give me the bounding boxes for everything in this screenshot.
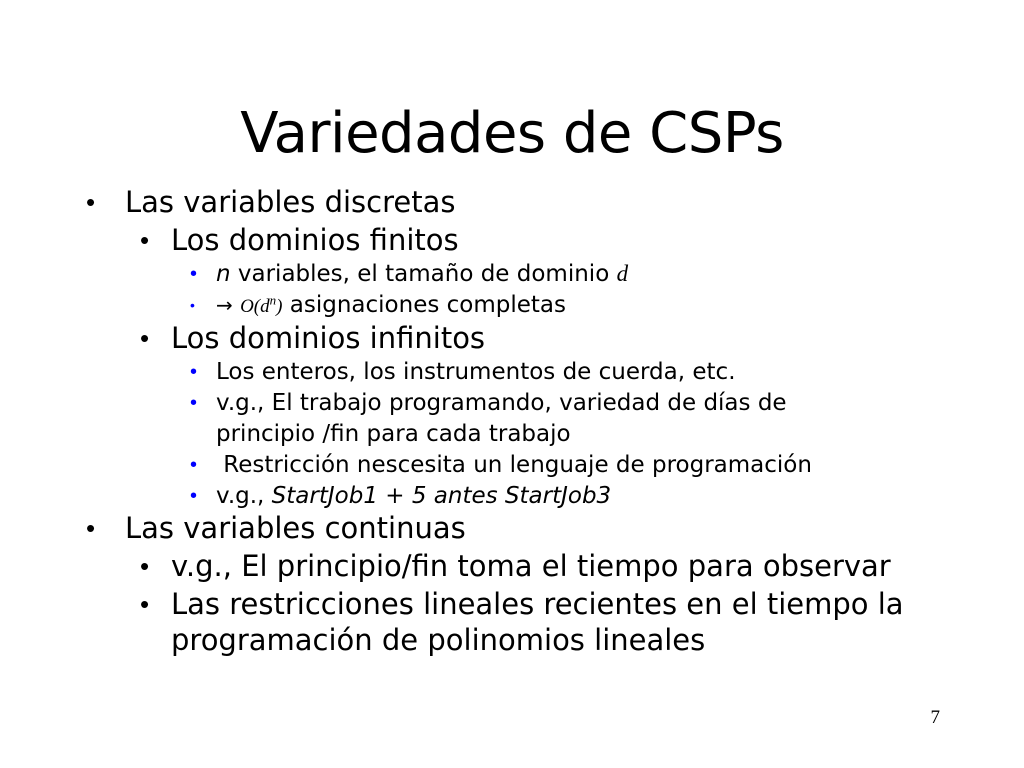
bullet-item-complete-assignments (190, 290, 566, 322)
bullet-icon: • (190, 392, 198, 414)
bullet-item-observe (140, 548, 891, 584)
bullet-item-finite (140, 222, 459, 258)
variable-d: d (616, 261, 629, 286)
bullet-item-linear (140, 586, 904, 622)
item-text: Los enteros, los instrumentos de cuerda, etc. (216, 359, 736, 385)
arrow-right-icon: → (216, 293, 233, 317)
bullet-item-linear-cont (171, 622, 705, 658)
item-text: Las variables continuas (125, 511, 466, 545)
item-text: Las restricciones lineales recientes en el tiempo la (171, 587, 904, 621)
bullet-item-scheduling-cont (216, 419, 571, 449)
bullet-item-domain-size (190, 259, 628, 289)
bullet-icon: • (140, 551, 150, 581)
bullet-icon: • (190, 361, 198, 383)
item-text: principio /fin para cada trabajo (216, 421, 571, 447)
bullet-icon: • (140, 589, 150, 619)
bullet-item-infinite (140, 320, 485, 356)
page-number: 7 (930, 707, 940, 728)
exponent-n: n (269, 292, 277, 308)
item-text: Las variables discretas (125, 185, 456, 219)
item-text: variables, el tamaño de dominio (230, 261, 617, 287)
item-text: Los dominios finitos (171, 223, 459, 257)
bullet-item-scheduling (190, 388, 787, 418)
example-expression: StartJob1 + 5 antes StartJob3 (271, 483, 612, 509)
item-text: Los dominios infinitos (171, 321, 486, 355)
bullet-icon: • (86, 187, 96, 217)
bullet-icon: • (140, 225, 150, 255)
big-o-text: O(d (240, 296, 270, 317)
example-prefix: v.g., (216, 483, 272, 509)
bullet-item-discrete (86, 184, 455, 220)
variable-n: n (216, 261, 231, 287)
item-text: Restricción nescesita un lenguaje de programación (216, 452, 812, 478)
slide-title: Variedades de CSPs (240, 101, 784, 166)
bullet-icon: • (86, 513, 96, 543)
item-text: v.g., El trabajo programando, variedad de días de (216, 390, 787, 416)
item-text: programación de polinomios lineales (171, 623, 706, 657)
bullet-item-continuous (86, 510, 466, 546)
bullet-item-integers (190, 357, 736, 387)
item-text: v.g., El principio/fin toma el tiempo para observar (171, 549, 891, 583)
bullet-icon: • (190, 454, 198, 476)
bullet-icon: • (190, 297, 195, 313)
bullet-item-example (190, 481, 611, 511)
bullet-icon: • (190, 485, 198, 507)
bullet-item-constraint-language (190, 450, 812, 480)
big-o-close: ) (276, 296, 283, 317)
bullet-icon: • (190, 263, 198, 285)
bullet-icon: • (140, 323, 150, 353)
item-text: asignaciones completas (282, 292, 567, 318)
